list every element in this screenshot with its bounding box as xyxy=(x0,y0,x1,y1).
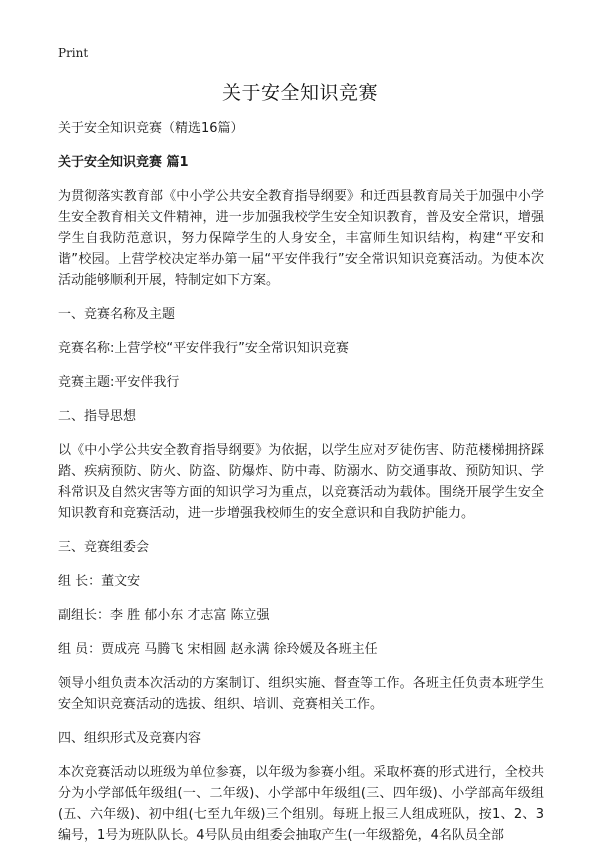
heading-guiding-thought: 二、指导思想 xyxy=(58,409,137,424)
committee-leader-line: 组 长：董文安 xyxy=(58,574,141,589)
document-subtitle: 关于安全知识竞赛（精选16篇） xyxy=(58,121,244,136)
committee-members-line: 组 员：贾成亮 马腾飞 宋相圆 赵永满 徐玲媛及各班主任 xyxy=(58,642,378,657)
committee-duties-paragraph: 领导小组负责本次活动的方案制订、组织实施、督查等工作。各班主任负责本班学生安全知识竞赛活动的选拔、组织、培训、竞赛相关工作。 xyxy=(58,676,544,712)
document-body xyxy=(58,118,544,859)
committee-deputy-line: 副组长：李 胜 郁小东 才志富 陈立强 xyxy=(58,608,270,623)
guiding-thought-paragraph: 以《中小学公共安全教育指导纲要》为依据，以学生应对歹徒伤害、防范楼梯拥挤踩踏、疾病预防、防火、防盗、防爆炸、防中毒、防溺水、防交通事故、预防知识、学科常识及自然灾害等方面的知识学习为重点，以竞赛活动为载体。围绕开展学生安全知识教育和竞赛活动，进一步增强我校师生的安全意识和自我防护能力。 xyxy=(58,443,544,521)
print-link[interactable]: Print xyxy=(58,46,89,60)
page-title: 关于安全知识竞赛 xyxy=(221,82,378,104)
section-heading: 关于安全知识竞赛 篇1 xyxy=(58,155,189,170)
organization-paragraph: 本次竞赛活动以班级为单位参赛，以年级为参赛小组。采取杯赛的形式进行，全校共分为小学部低年级组(一、二年级)、小学部中年级组(三、四年级)、小学部高年级组(五、六年级)、初中组(七至九年级)三个组别。每班上报三人组成班队，按1、2、3编号，1号为班队队长。4号队员由组委会抽取产生(一年级豁免，4名队员全部 xyxy=(58,765,544,843)
competition-name-line: 竞赛名称:上营学校“平安伴我行”安全常识知识竞赛 xyxy=(58,341,349,356)
heading-organization: 四、组织形式及竞赛内容 xyxy=(58,731,202,746)
heading-competition-name: 一、竞赛名称及主题 xyxy=(58,307,176,322)
heading-committee: 三、竞赛组委会 xyxy=(58,540,150,555)
intro-paragraph: 为贯彻落实教育部《中小学公共安全教育指导纲要》和迁西县教育局关于加强中小学生安全教育相关文件精神，进一步加强我校学生安全知识教育，普及安全常识，增强学生自我防范意识，努力保障学生的人身安全，丰富师生知识结构，构建“平安和谐”校园。上营学校决定举办第一届“平安伴我行”安全常识知识竞赛活动。为使本次活动能够顺利开展，特制定如下方案。 xyxy=(58,189,544,288)
competition-theme-line: 竞赛主题:平安伴我行 xyxy=(58,375,180,390)
